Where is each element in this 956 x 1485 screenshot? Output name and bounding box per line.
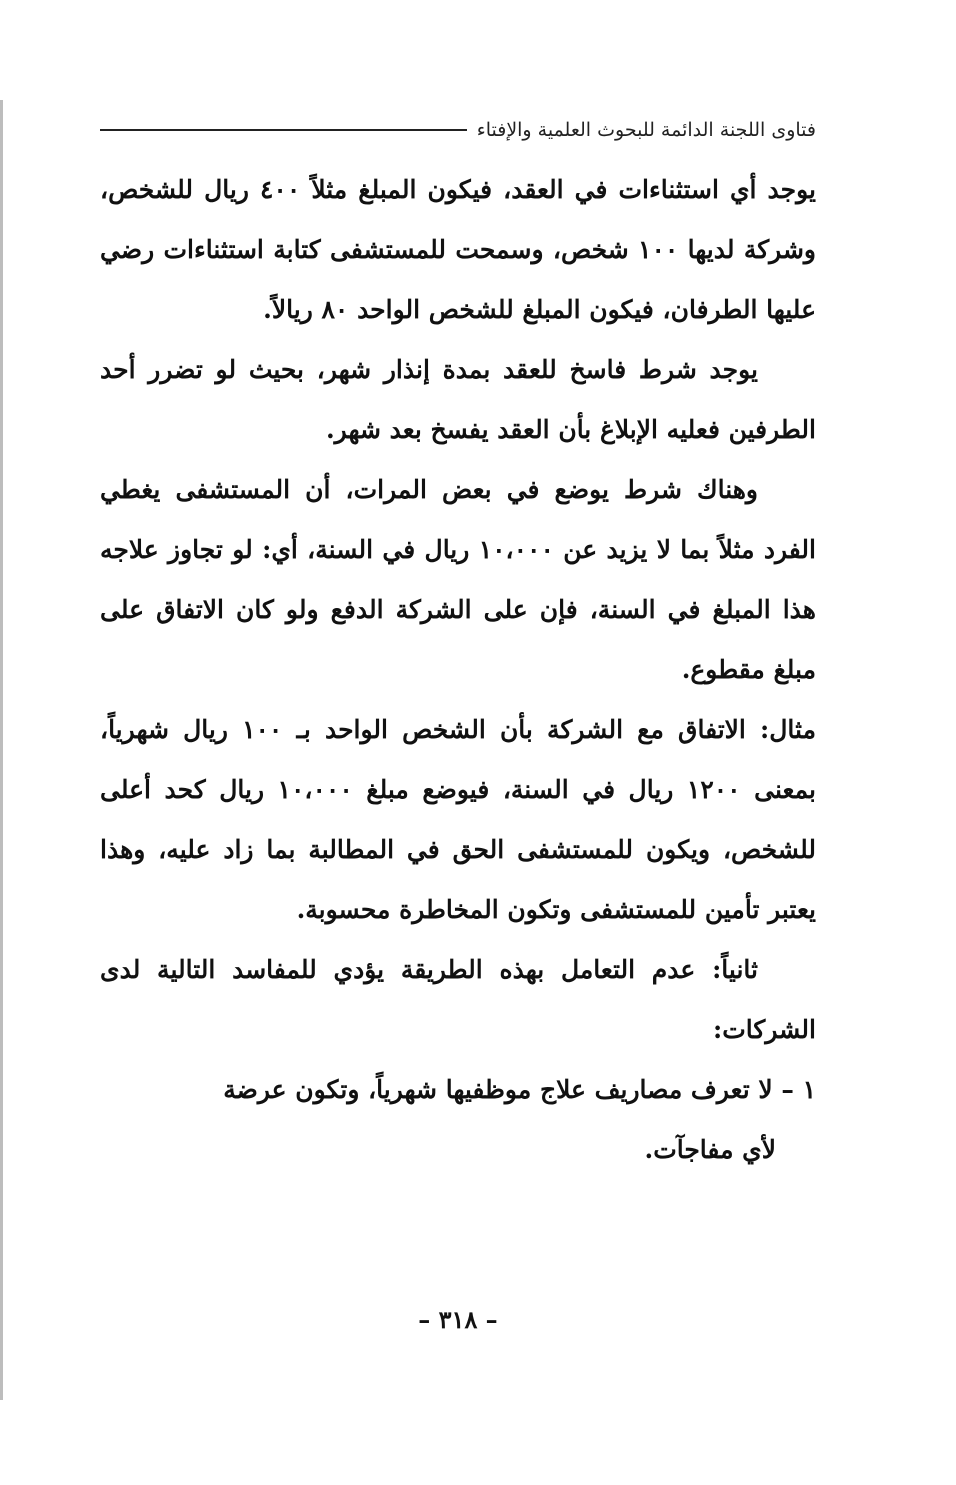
list-item-continuation: لأي مفاجآت. — [644, 1135, 776, 1164]
book-title: فتاوى اللجنة الدائمة للبحوث العلمية والإفتاء — [476, 119, 816, 141]
body-text — [100, 160, 816, 1180]
paragraph-secondly: ثانياً: عدم التعامل بهذه الطريقة يؤدي للمفاسد التالية لدى الشركات: — [100, 955, 816, 1044]
paragraph-exceptions: يوجد أي استثناءات في العقد، فيكون المبلغ مثلاً ٤٠٠ ريال للشخص، وشركة لديها ١٠٠ شخص، وسمحت للمستشفى كتابة استثناءات رضي عليها الطرفان، فيكون المبلغ للشخص الواحد ٨٠ ريالاً. — [100, 175, 816, 324]
header-rule — [100, 129, 467, 131]
running-header — [100, 100, 816, 160]
book-page — [100, 100, 816, 1350]
list-item — [100, 1060, 816, 1120]
page-edge-shadow — [0, 100, 3, 1400]
paragraph-coverage-cap: وهناك شرط يوضع في بعض المرات، أن المستشفى يغطي الفرد مثلاً بما لا يزيد عن ١٠،٠٠٠ ريال في السنة، أي: لو تجاوز علاجه هذا المبلغ في السنة، فإن على الشركة الدفع ولو كان الاتفاق على مبلغ مقطوع. — [100, 475, 816, 684]
page-number: – ٣١٨ – — [418, 1305, 498, 1334]
list-item-number: ١ – — [781, 1075, 816, 1104]
paragraph-example: مثال: الاتفاق مع الشركة بأن الشخص الواحد بـ ١٠٠ ريال شهرياً، بمعنى ١٢٠٠ ريال في السنة، فيوضع مبلغ ١٠،٠٠٠ ريال كحد أعلى للشخص، ويكون للمستشفى الحق في المطالبة بما زاد عليه، وهذا يعتبر تأمين للمستشفى وتكون المخاطرة محسوبة. — [100, 715, 816, 924]
paragraph-termination-clause: يوجد شرط فاسخ للعقد بمدة إنذار شهر، بحيث لو تضرر أحد الطرفين فعليه الإبلاغ بأن العقد يفسخ بعد شهر. — [100, 355, 816, 444]
list-item-text: لا تعرف مصاريف علاج موظفيها شهرياً، وتكون عرضة — [223, 1075, 773, 1104]
